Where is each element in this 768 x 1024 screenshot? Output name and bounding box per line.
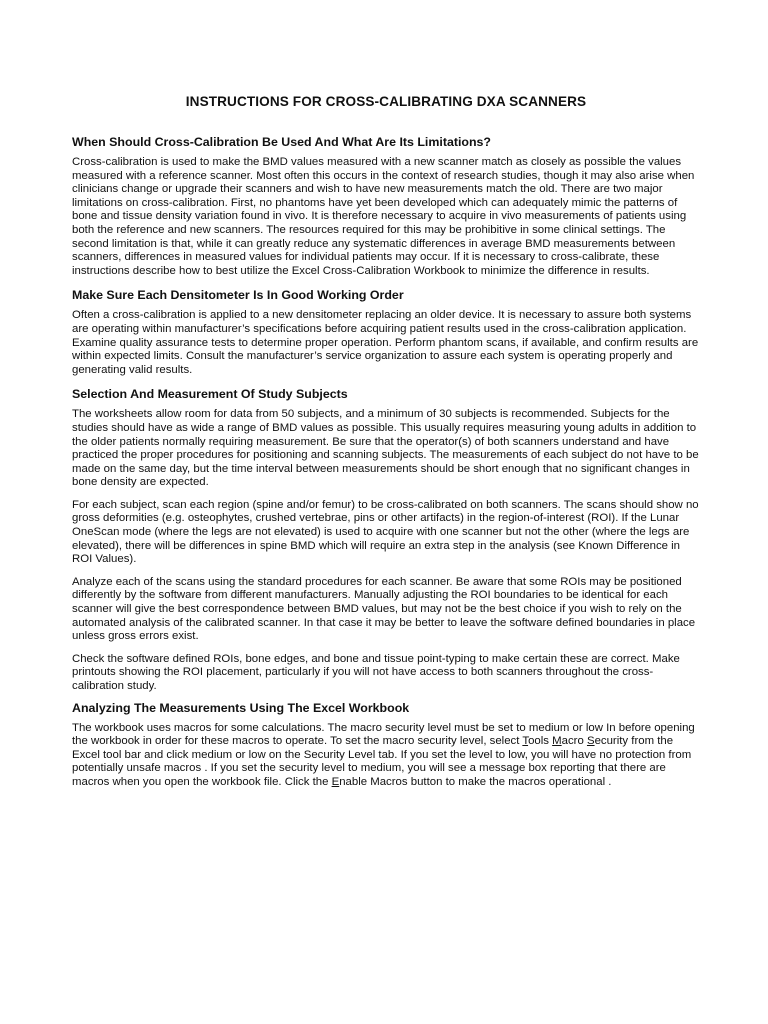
paragraph: For each subject, scan each region (spine and/or femur) to be cross-calibrated on both scanners. The scans should show no gross deformities (e.g. osteophytes, crushed vertebrae, pins or other artifacts) in the region-of-interest (ROI). If the Lunar OneScan mode (where the legs are not elevated) is used to acquire with one scanner but not the other (where the legs are elevated), there will be differences in spine BMD which will require an extra step in the analysis (see Known Difference in ROI Values). xyxy=(72,498,699,566)
paragraph: Cross-calibration is used to make the BMD values measured with a new scanner match as closely as possible the values measured with a reference scanner. Most often this occurs in the context of research studies, though it may also arise when clinicians change or upgrade their scanners and wish to have new measurements match the old. There are two major limitations on cross-calibration. First, no phantoms have yet been developed which can adequately mimic the patterns of bone and tissue density variation found in vivo. It is therefore necessary to acquire in vivo measurements of patients using both the reference and new scanners. The resources required for this may be prohibitive in some clinical settings. The second limitation is that, while it can greatly reduce any systematic differences in average BMD measurements between scanners, differences in measured values for individual patients may occur. If it is necessary to cross-calibrate, these instructions describe how to best utilize the Excel Cross-Calibration Workbook to minimize the difference in results. xyxy=(72,156,695,277)
paragraph: Analyze each of the scans using the standard procedures for each scanner. Be aware that some ROIs may be positioned differently by the software from different manufacturers. Manually adjusting the ROI boundaries to be identical for each scanner will give the best correspondence between BMD values, but may not be the best choice if you wish to rely on the automated analysis of the calibrated scanner. In that case it may be better to leave the software defined boundaries in place unless gross errors exist. xyxy=(72,575,696,643)
section-excel-workbook xyxy=(72,700,700,790)
text-run: nable Macros button to make the macros operational . xyxy=(339,775,612,788)
mnemonic-underline: E xyxy=(331,775,340,788)
paragraph: The worksheets allow room for data from 50 subjects, and a minimum of 30 subjects is recommended. Subjects for the studies should have as wide a range of BMD values as possible. This usually requires measuring young adults in addition to the older patients normally requiring measurement. Be sure that the operator(s) of both scanners understand and have practiced the proper procedures for positioning and scanning subjects. The measurements of each subject do not have to be made on the same day, but the time interval between measurements should be short enough that no significant changes in bone density are expected. xyxy=(72,408,699,489)
mnemonic-underline: T xyxy=(522,735,529,748)
paragraph xyxy=(72,722,700,790)
section-heading: Analyzing The Measurements Using The Excel Workbook xyxy=(72,700,410,715)
mnemonic-underline: M xyxy=(552,735,562,748)
section-heading: Make Sure Each Densitometer Is In Good Working Order xyxy=(72,288,404,303)
section-heading: When Should Cross-Calibration Be Used And What Are Its Limitations? xyxy=(72,135,492,149)
text-run: ecurity from the Excel tool bar and click medium or low on the Security Level tab. If you set the level to low, you will have no protection from potentially unsafe macros . If you set the security level to medium, you will see a message box reporting that there are macros when you open the workbook file. Click the xyxy=(72,735,692,788)
document-title: INSTRUCTIONS FOR CROSS-CALIBRATING DXA SCANNERS xyxy=(185,94,587,109)
text-run: acro xyxy=(561,735,587,748)
section-study-subjects xyxy=(72,386,700,693)
document-page xyxy=(72,92,700,799)
paragraph: Check the software defined ROIs, bone edges, and bone and tissue point-typing to make certain these are correct. Make printouts showing the ROI placement, particularly if you will not have access to both scanners throughout the cross-calibration study. xyxy=(72,652,680,692)
section-when-to-use xyxy=(72,134,700,278)
paragraph: Often a cross-calibration is applied to a new densitometer replacing an older device. It is necessary to assure both systems are operating within manufacturer’s specifications before acquiring patient results used in the cross-calibration application. Examine quality assurance tests to determine proper operation. Perform phantom scans, if available, and confirm results are within expected limits. Consult the manufacturer’s service organization to assure each system is operating properly and generating valid results. xyxy=(72,309,699,376)
text-run: ools xyxy=(528,735,553,748)
mnemonic-underline: S xyxy=(586,735,595,748)
section-heading: Selection And Measurement Of Study Subjects xyxy=(72,387,348,402)
text-run: The workbook uses macros for some calculations. The macro security level must be set to medium or low In before opening the workbook in order for these macros to operate. To set the macro security level, select xyxy=(72,721,695,748)
section-working-order xyxy=(72,287,700,377)
